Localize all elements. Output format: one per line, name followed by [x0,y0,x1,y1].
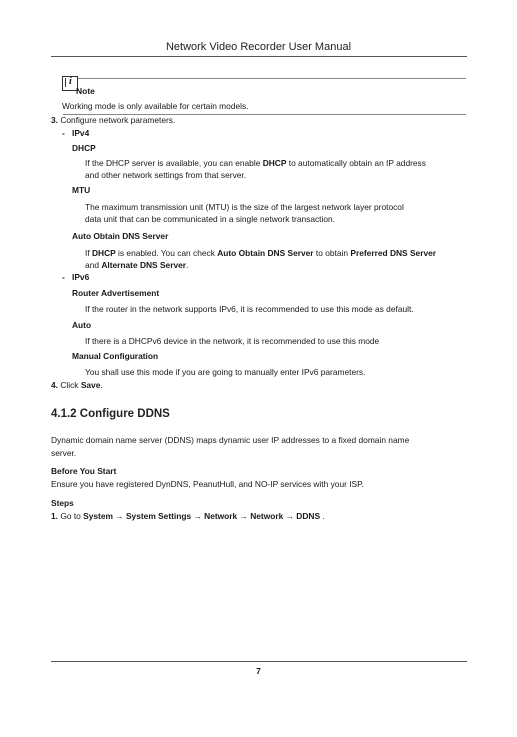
mtu-line-2: data unit that can be communicated in a single network transaction. [85,214,335,224]
auto-dns-line-2: and Alternate DNS Server. [85,260,189,270]
steps-title: Steps [51,498,74,508]
mtu-line-1: The maximum transmission unit (MTU) is the size of the largest network layer protocol [85,202,404,212]
dhcp-title: DHCP [72,143,96,153]
ddns-step-1: 1. Go to System → System Settings → Network → Network → DDNS . [51,511,325,521]
auto-line: If there is a DHCPv6 device in the network, it is recommended to use this mode [85,336,380,346]
section-heading: 4.1.2 Configure DDNS [51,408,170,420]
note-top-divider [63,78,466,79]
dhcp-line-1: If the DHCP server is available, you can enable DHCP to automatically obtain an IP address [85,158,426,168]
step-3: 3. Configure network parameters. [51,115,176,125]
manual-config-line: You shall use this mode if you are going to manually enter IPv6 parameters. [85,367,366,377]
step-4: 4. Click Save. [51,380,103,390]
manual-config-title: Manual Configuration [72,351,159,361]
header-divider [51,56,467,57]
auto-dns-title: Auto Obtain DNS Server [72,231,169,241]
ddns-desc-line-1: Dynamic domain name server (DDNS) maps dynamic user IP addresses to a fixed domain name [51,435,410,445]
note-text: Working mode is only available for certain models. [62,101,249,111]
auto-title: Auto [72,320,92,330]
note-icon: i [62,76,78,91]
dhcp-line-2: and other network settings from that server. [85,170,247,180]
mtu-title: MTU [72,185,91,195]
before-you-start-text: Ensure you have registered DynDNS, PeanutHull, and NO-IP services with your ISP. [51,479,364,489]
router-adv-line: If the router in the network supports IPv6, it is recommended to use this mode as default. [85,304,414,314]
auto-dns-line-1: If DHCP is enabled. You can check Auto Obtain DNS Server to obtain Preferred DNS Server [85,248,437,258]
ipv6-label: IPv6 [72,272,90,282]
ddns-desc-line-2: server. [51,448,77,458]
footer-divider [51,661,467,662]
page-number: 7 [256,666,261,676]
page-header: Network Video Recorder User Manual [165,41,352,53]
note-label: Note [76,86,95,96]
ipv4-bullet: - [62,128,65,138]
ipv4-label: IPv4 [72,128,90,138]
before-you-start-title: Before You Start [51,466,117,476]
ipv6-bullet: - [62,272,65,282]
router-adv-title: Router Advertisement [72,288,160,298]
